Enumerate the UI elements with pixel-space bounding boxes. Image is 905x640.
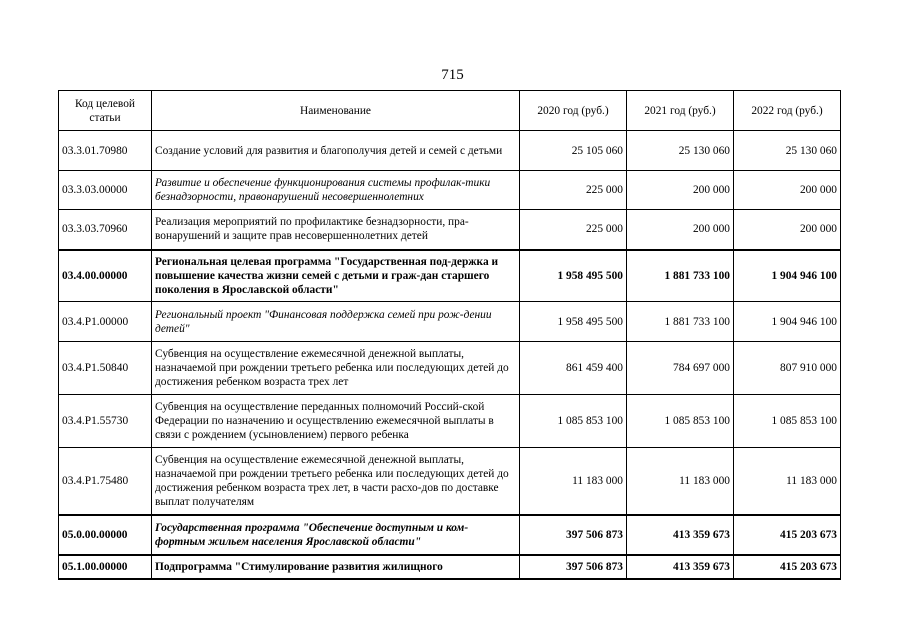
table-row (59, 210, 841, 250)
row-code: 03.4.P1.55730 (59, 395, 152, 448)
row-code: 03.4.P1.50840 (59, 342, 152, 395)
row-name: Региональная целевая программа "Государственная под-держка и повышение качества жизни семей с детьми и граж-дан старшего поколения в Ярославской области" (152, 250, 520, 302)
table-row (59, 448, 841, 515)
row-2021: 1 881 733 100 (627, 250, 734, 302)
table-row (59, 131, 841, 171)
row-name: Реализация мероприятий по профилактике безнадзорности, пра-вонарушений и защите прав несовершеннолетних детей (152, 210, 520, 250)
table-row (59, 395, 841, 448)
row-2021: 784 697 000 (627, 342, 734, 395)
table-row (59, 515, 841, 555)
row-name: Создание условий для развития и благополучия детей и семей с детьми (152, 131, 520, 171)
row-2022: 11 183 000 (734, 448, 841, 515)
table-row (59, 302, 841, 342)
row-name: Субвенция на осуществление ежемесячной денежной выплаты, назначаемой при рождении третьего ребенка или последующих детей до достижения ребенком возраста трех лет, в части расхо-дов по доставке выплат получателям (152, 448, 520, 515)
row-2022: 1 085 853 100 (734, 395, 841, 448)
row-code: 03.4.P1.00000 (59, 302, 152, 342)
page-number: 715 (441, 67, 464, 83)
row-code: 03.3.03.70960 (59, 210, 152, 250)
row-2020: 1 958 495 500 (520, 250, 627, 302)
row-2021: 1 881 733 100 (627, 302, 734, 342)
row-2022: 200 000 (734, 210, 841, 250)
row-2020: 25 105 060 (520, 131, 627, 171)
header-code: Код целевой статьи (59, 91, 152, 131)
row-2022: 415 203 673 (734, 555, 841, 579)
table-header-row (59, 91, 841, 131)
header-2022: 2022 год (руб.) (734, 91, 841, 131)
header-2021: 2021 год (руб.) (627, 91, 734, 131)
row-2020: 1 085 853 100 (520, 395, 627, 448)
row-2021: 11 183 000 (627, 448, 734, 515)
row-2022: 415 203 673 (734, 515, 841, 555)
row-name: Подпрограмма "Стимулирование развития жилищного (152, 555, 520, 579)
row-2021: 1 085 853 100 (627, 395, 734, 448)
row-2020: 397 506 873 (520, 515, 627, 555)
row-name: Развитие и обеспечение функционирования системы профилак-тики безнадзорности, правонарушений несовершеннолетних (152, 171, 520, 210)
budget-table (58, 90, 841, 580)
table-row (59, 555, 841, 579)
row-code: 05.1.00.00000 (59, 555, 152, 579)
row-2021: 25 130 060 (627, 131, 734, 171)
row-2020: 225 000 (520, 171, 627, 210)
row-code: 03.4.P1.75480 (59, 448, 152, 515)
row-code: 03.3.03.00000 (59, 171, 152, 210)
row-name: Государственная программа "Обеспечение доступным и ком-фортным жильем населения Ярославской области" (152, 515, 520, 555)
row-2020: 397 506 873 (520, 555, 627, 579)
row-2020: 225 000 (520, 210, 627, 250)
header-2020: 2020 год (руб.) (520, 91, 627, 131)
row-2022: 807 910 000 (734, 342, 841, 395)
row-2021: 413 359 673 (627, 515, 734, 555)
row-2020: 1 958 495 500 (520, 302, 627, 342)
row-name: Региональный проект "Финансовая поддержка семей при рож-дении детей" (152, 302, 520, 342)
row-2022: 1 904 946 100 (734, 250, 841, 302)
row-2020: 861 459 400 (520, 342, 627, 395)
row-2022: 200 000 (734, 171, 841, 210)
row-code: 03.3.01.70980 (59, 131, 152, 171)
table-row (59, 342, 841, 395)
header-name: Наименование (152, 91, 520, 131)
row-2022: 25 130 060 (734, 131, 841, 171)
table-row (59, 171, 841, 210)
row-name: Субвенция на осуществление переданных полномочий Россий-ской Федерации по назначению и осуществлению ежемесячной выплаты в связи с рождением (усыновлением) первого ребенка (152, 395, 520, 448)
row-2020: 11 183 000 (520, 448, 627, 515)
row-2021: 200 000 (627, 210, 734, 250)
row-2021: 413 359 673 (627, 555, 734, 579)
table-row (59, 250, 841, 302)
row-code: 05.0.00.00000 (59, 515, 152, 555)
row-name: Субвенция на осуществление ежемесячной денежной выплаты, назначаемой при рождении третьего ребенка или последующих детей до достижения ребенком возраста трех лет (152, 342, 520, 395)
row-2021: 200 000 (627, 171, 734, 210)
row-code: 03.4.00.00000 (59, 250, 152, 302)
row-2022: 1 904 946 100 (734, 302, 841, 342)
